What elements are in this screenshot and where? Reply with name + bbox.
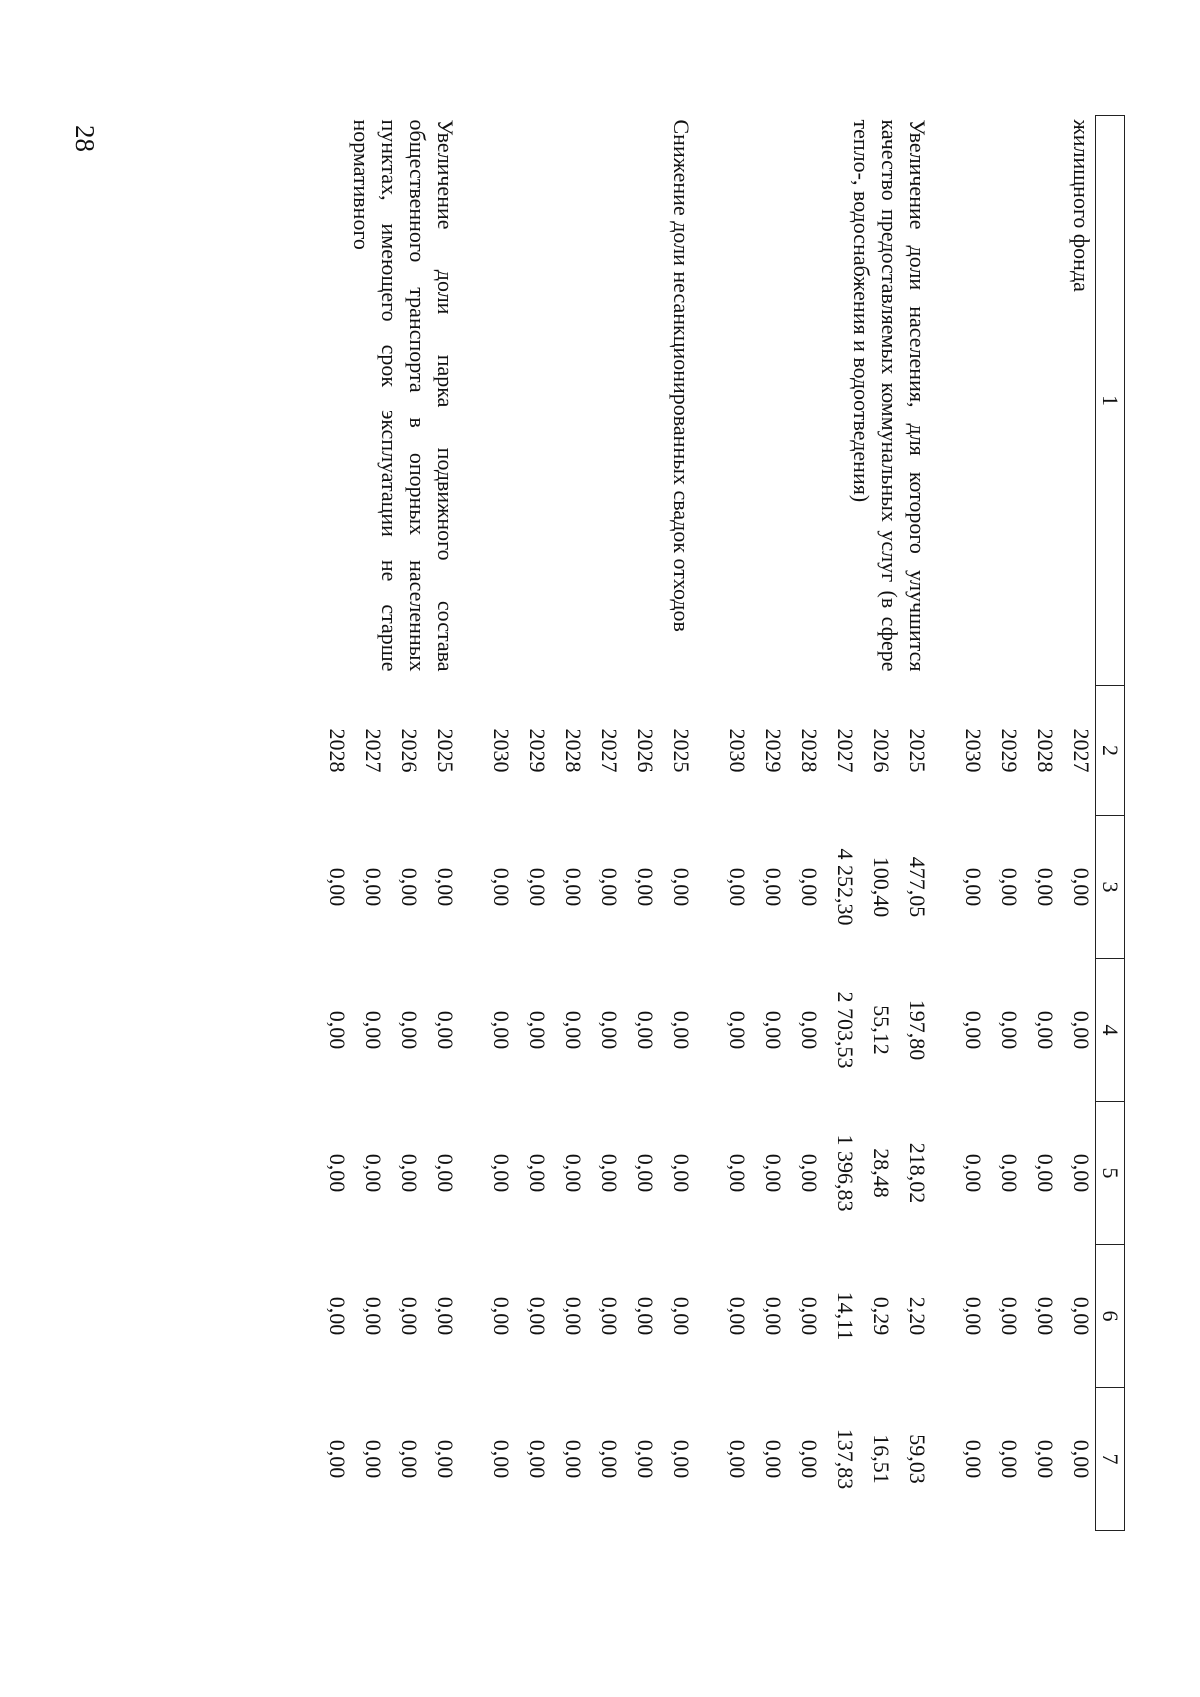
column-header-7: 7 bbox=[1096, 1388, 1125, 1531]
value-cell-col-6: 2,20 bbox=[905, 1296, 930, 1336]
value-cell-col-3: 0,00 bbox=[761, 867, 786, 907]
value-cell-col-3: 0,00 bbox=[525, 867, 550, 907]
value-cell-col-7: 0,00 bbox=[1033, 1439, 1058, 1479]
value-cell-col-5: 0,00 bbox=[561, 1153, 586, 1193]
column-header-2: 2 bbox=[1096, 686, 1125, 816]
column-header-5: 5 bbox=[1096, 1102, 1125, 1245]
year-cell: 2026 bbox=[633, 728, 658, 773]
value-cell-col-7: 0,00 bbox=[1069, 1439, 1094, 1479]
value-cell-col-5: 0,00 bbox=[997, 1153, 1022, 1193]
value-cell-col-4: 0,00 bbox=[633, 1010, 658, 1050]
value-cell-col-3: 0,00 bbox=[597, 867, 622, 907]
value-cell-col-3: 0,00 bbox=[997, 867, 1022, 907]
table-row bbox=[895, 116, 951, 1531]
indicators-table bbox=[315, 115, 1125, 1531]
value-cell-col-5: 0,00 bbox=[1069, 1153, 1094, 1193]
year-cell: 2028 bbox=[325, 728, 350, 773]
value-cell-col-3: 0,00 bbox=[561, 867, 586, 907]
value-cell-col-3: 0,00 bbox=[489, 867, 514, 907]
value-cell-col-5: 0,00 bbox=[633, 1153, 658, 1193]
value-cell-col-3: 0,00 bbox=[433, 867, 458, 907]
value-cell-col-5: 28,48 bbox=[869, 1148, 894, 1198]
value-cell-col-7: 0,00 bbox=[489, 1439, 514, 1479]
value-cell-col-7: 0,00 bbox=[761, 1439, 786, 1479]
value-cell-col-3: 100,40 bbox=[869, 856, 894, 918]
value-cell-col-7: 137,83 bbox=[833, 1428, 858, 1490]
value-cell-col-7: 0,00 bbox=[325, 1439, 350, 1479]
value-cell-col-4: 0,00 bbox=[1069, 1010, 1094, 1050]
indicator-description: Увеличение доли населения, для которого улучшится качество предоставляемых коммунальных услуг (в сфере тепло-, водоснабжения и водоотведения) bbox=[849, 119, 930, 672]
value-cell-col-3: 0,00 bbox=[669, 867, 694, 907]
value-cell-col-4: 0,00 bbox=[669, 1010, 694, 1050]
year-cell: 2030 bbox=[961, 728, 986, 773]
value-cell-col-3: 0,00 bbox=[725, 867, 750, 907]
value-cell-col-6: 14,11 bbox=[833, 1291, 858, 1341]
value-cell-col-3: 0,00 bbox=[325, 867, 350, 907]
year-cell: 2025 bbox=[905, 728, 930, 773]
table-row bbox=[423, 116, 479, 1531]
value-cell-col-4: 55,12 bbox=[869, 1005, 894, 1055]
value-cell-col-6: 0,00 bbox=[325, 1296, 350, 1336]
value-cell-col-7: 0,00 bbox=[433, 1439, 458, 1479]
value-cell-col-5: 0,00 bbox=[597, 1153, 622, 1193]
value-cell-col-7: 0,00 bbox=[597, 1439, 622, 1479]
table-row bbox=[659, 116, 715, 1531]
column-header-4: 4 bbox=[1096, 959, 1125, 1102]
value-cell-col-7: 0,00 bbox=[797, 1439, 822, 1479]
table-row bbox=[1059, 116, 1096, 1531]
value-cell-col-4: 0,00 bbox=[325, 1010, 350, 1050]
value-cell-col-7: 59,03 bbox=[905, 1434, 930, 1484]
year-cell: 2030 bbox=[725, 728, 750, 773]
indicator-description: жилищного фонда bbox=[1069, 119, 1094, 292]
value-cell-col-4: 0,00 bbox=[597, 1010, 622, 1050]
value-cell-col-7: 0,00 bbox=[633, 1439, 658, 1479]
value-cell-col-6: 0,00 bbox=[961, 1296, 986, 1336]
value-cell-col-3: 0,00 bbox=[633, 867, 658, 907]
value-cell-col-6: 0,00 bbox=[761, 1296, 786, 1336]
indicator-description: Снижение доли несанкционированных свадок отходов bbox=[669, 119, 694, 632]
year-cell: 2027 bbox=[361, 728, 386, 773]
year-cell: 2027 bbox=[1069, 728, 1094, 773]
value-cell-col-5: 1 396,83 bbox=[833, 1134, 858, 1212]
value-cell-col-4: 0,00 bbox=[489, 1010, 514, 1050]
value-cell-col-5: 0,00 bbox=[325, 1153, 350, 1193]
value-cell-col-7: 0,00 bbox=[561, 1439, 586, 1479]
value-cell-col-3: 0,00 bbox=[361, 867, 386, 907]
value-cell-col-4: 0,00 bbox=[761, 1010, 786, 1050]
page-number: 28 bbox=[70, 125, 100, 152]
value-cell-col-4: 0,00 bbox=[997, 1010, 1022, 1050]
value-cell-col-4: 0,00 bbox=[797, 1010, 822, 1050]
year-cell: 2029 bbox=[997, 728, 1022, 773]
value-cell-col-3: 0,00 bbox=[1069, 867, 1094, 907]
value-cell-col-5: 0,00 bbox=[797, 1153, 822, 1193]
value-cell-col-3: 0,00 bbox=[397, 867, 422, 907]
value-cell-col-3: 0,00 bbox=[1033, 867, 1058, 907]
value-cell-col-4: 0,00 bbox=[961, 1010, 986, 1050]
value-cell-col-4: 2 703,53 bbox=[833, 991, 858, 1069]
value-cell-col-7: 0,00 bbox=[361, 1439, 386, 1479]
value-cell-col-4: 0,00 bbox=[525, 1010, 550, 1050]
year-cell: 2027 bbox=[597, 728, 622, 773]
value-cell-col-6: 0,00 bbox=[997, 1296, 1022, 1336]
value-cell-col-6: 0,00 bbox=[1033, 1296, 1058, 1336]
value-cell-col-5: 0,00 bbox=[761, 1153, 786, 1193]
column-header-1: 1 bbox=[1096, 116, 1125, 686]
column-header-3: 3 bbox=[1096, 816, 1125, 959]
year-cell: 2025 bbox=[433, 728, 458, 773]
value-cell-col-6: 0,00 bbox=[433, 1296, 458, 1336]
value-cell-col-5: 0,00 bbox=[961, 1153, 986, 1193]
value-cell-col-3: 477,05 bbox=[905, 856, 930, 918]
year-cell: 2028 bbox=[797, 728, 822, 773]
value-cell-col-3: 0,00 bbox=[797, 867, 822, 907]
rotated-landscape-page bbox=[155, 115, 1125, 1530]
year-cell: 2028 bbox=[561, 728, 586, 773]
value-cell-col-4: 0,00 bbox=[397, 1010, 422, 1050]
value-cell-col-6: 0,00 bbox=[725, 1296, 750, 1336]
value-cell-col-7: 0,00 bbox=[397, 1439, 422, 1479]
column-header-6: 6 bbox=[1096, 1245, 1125, 1388]
table-header bbox=[1096, 116, 1125, 1531]
indicator-description: Увеличение доли парка подвижного состава общественного транспорта в опорных населенных пунктах, имеющего срок эксплуатации не старше нормативного bbox=[349, 119, 458, 672]
table-body bbox=[315, 116, 1096, 1531]
value-cell-col-7: 0,00 bbox=[997, 1439, 1022, 1479]
value-cell-col-6: 0,00 bbox=[361, 1296, 386, 1336]
value-cell-col-5: 0,00 bbox=[725, 1153, 750, 1193]
value-cell-col-7: 0,00 bbox=[669, 1439, 694, 1479]
value-cell-col-6: 0,00 bbox=[525, 1296, 550, 1336]
value-cell-col-4: 0,00 bbox=[725, 1010, 750, 1050]
value-cell-col-4: 197,80 bbox=[905, 999, 930, 1061]
value-cell-col-6: 0,29 bbox=[869, 1296, 894, 1336]
year-cell: 2029 bbox=[761, 728, 786, 773]
value-cell-col-4: 0,00 bbox=[561, 1010, 586, 1050]
value-cell-col-6: 0,00 bbox=[597, 1296, 622, 1336]
value-cell-col-4: 0,00 bbox=[361, 1010, 386, 1050]
value-cell-col-7: 16,51 bbox=[869, 1434, 894, 1484]
value-cell-col-3: 0,00 bbox=[961, 867, 986, 907]
value-cell-col-6: 0,00 bbox=[797, 1296, 822, 1336]
year-cell: 2027 bbox=[833, 728, 858, 773]
value-cell-col-7: 0,00 bbox=[961, 1439, 986, 1479]
value-cell-col-6: 0,00 bbox=[633, 1296, 658, 1336]
value-cell-col-4: 0,00 bbox=[433, 1010, 458, 1050]
value-cell-col-5: 0,00 bbox=[361, 1153, 386, 1193]
value-cell-col-4: 0,00 bbox=[1033, 1010, 1058, 1050]
value-cell-col-5: 0,00 bbox=[397, 1153, 422, 1193]
year-cell: 2030 bbox=[489, 728, 514, 773]
value-cell-col-6: 0,00 bbox=[397, 1296, 422, 1336]
value-cell-col-5: 0,00 bbox=[433, 1153, 458, 1193]
value-cell-col-5: 218,02 bbox=[905, 1142, 930, 1204]
value-cell-col-5: 0,00 bbox=[669, 1153, 694, 1193]
value-cell-col-6: 0,00 bbox=[669, 1296, 694, 1336]
value-cell-col-5: 0,00 bbox=[525, 1153, 550, 1193]
value-cell-col-5: 0,00 bbox=[1033, 1153, 1058, 1193]
value-cell-col-6: 0,00 bbox=[489, 1296, 514, 1336]
value-cell-col-5: 0,00 bbox=[489, 1153, 514, 1193]
value-cell-col-6: 0,00 bbox=[1069, 1296, 1094, 1336]
value-cell-col-6: 0,00 bbox=[561, 1296, 586, 1336]
value-cell-col-7: 0,00 bbox=[725, 1439, 750, 1479]
year-cell: 2025 bbox=[669, 728, 694, 773]
value-cell-col-3: 4 252,30 bbox=[833, 848, 858, 926]
value-cell-col-7: 0,00 bbox=[525, 1439, 550, 1479]
year-cell: 2026 bbox=[869, 728, 894, 773]
year-cell: 2029 bbox=[525, 728, 550, 773]
year-cell: 2028 bbox=[1033, 728, 1058, 773]
year-cell: 2026 bbox=[397, 728, 422, 773]
